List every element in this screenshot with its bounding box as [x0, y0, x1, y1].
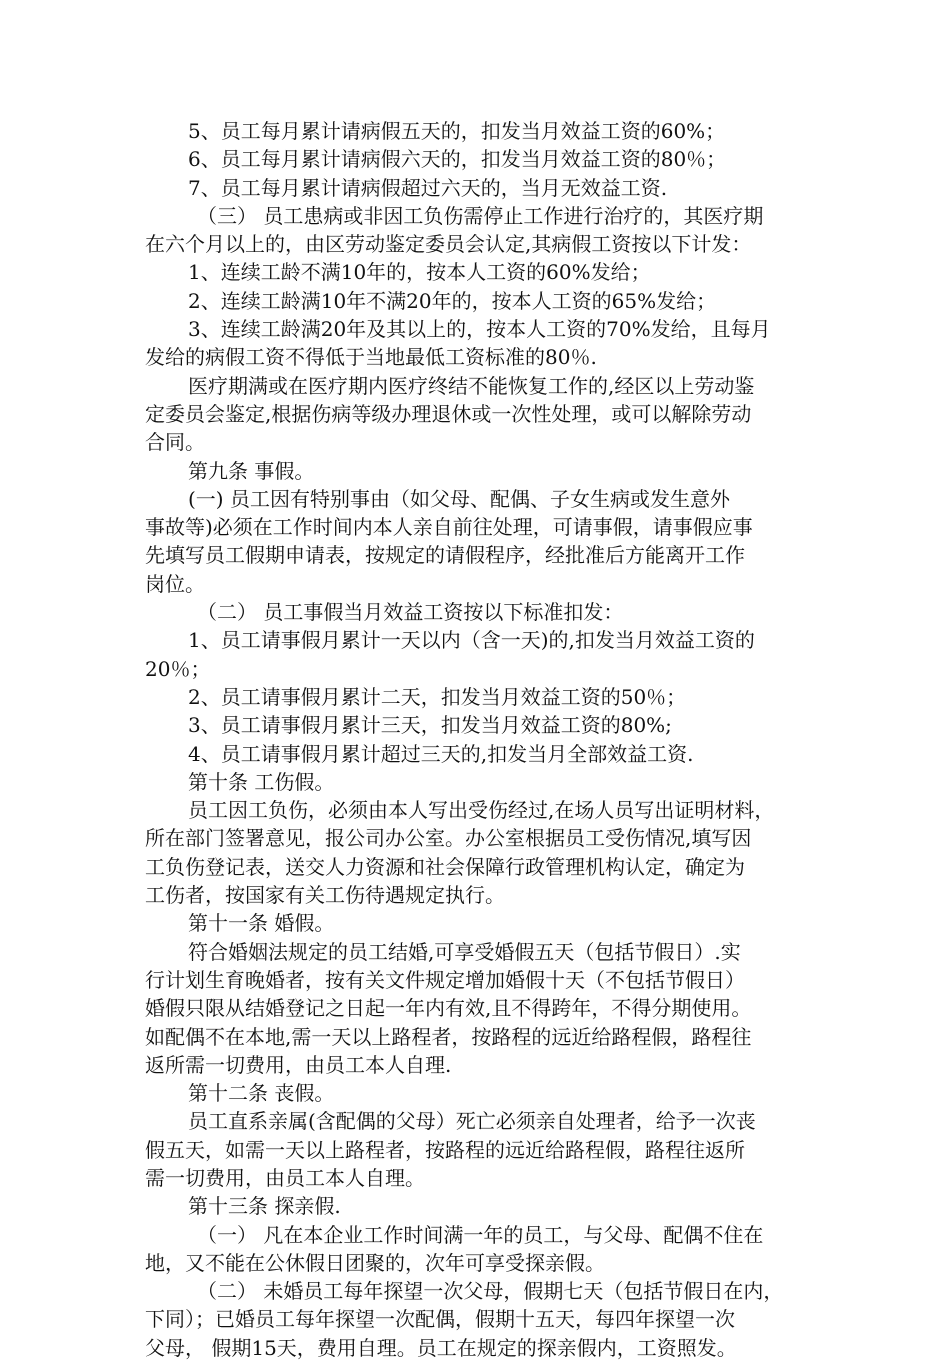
text-line: 6、员工每月累计请病假六天的，扣发当月效益工资的80％；: [188, 147, 727, 172]
text-line: 发给的病假工资不得低于当地最低工资标准的80％.: [145, 345, 597, 370]
text-line: 7、员工每月累计请病假超过六天的，当月无效益工资.: [188, 175, 668, 200]
text-line: 返所需一切费用，由员工本人自理.: [145, 1052, 452, 1077]
text-line: 所在部门签署意见，报公司办公室。办公室根据员工受伤情况,填写因: [145, 826, 752, 851]
section-heading: 第九条 事假。: [188, 458, 315, 483]
text-line: 员工因工负伤，必须由本人写出受伤经过,在场人员写出证明材料，: [188, 798, 775, 823]
text-line: 事故等)必须在工作时间内本人亲自前往处理，可请事假，请事假应事: [145, 515, 753, 540]
text-line: 下同）；已婚员工每年探望一次配偶，假期十五天，每四年探望一次: [145, 1307, 735, 1332]
text-line: 地，又不能在公休假日团聚的，次年可享受探亲假。: [145, 1250, 605, 1275]
text-line: 定委员会鉴定,根据伤病等级办理退休或一次性处理，或可以解除劳动: [145, 401, 752, 426]
text-line: 需一切费用，由员工本人自理。: [145, 1165, 425, 1190]
text-line: (一) 员工因有特别事由（如父母、配偶、子女生病或发生意外: [188, 486, 730, 511]
text-line: （二） 员工事假当月效益工资按以下标准扣发：: [197, 600, 624, 625]
text-line: （三） 员工患病或非因工负伤需停止工作进行治疗的，其医疗期: [197, 203, 764, 228]
section-heading: 第十条 工伤假。: [188, 769, 335, 794]
text-line: 岗位。: [145, 571, 205, 596]
text-line: 1、员工请事假月累计一天以内（含一天)的,扣发当月效益工资的: [188, 628, 755, 653]
text-line: 在六个月以上的，由区劳动鉴定委员会认定,其病假工资按以下计发：: [145, 232, 752, 257]
text-line: 婚假只限从结婚登记之日起一年内有效,且不得跨年，不得分期使用。: [145, 996, 752, 1021]
text-line: 如配偶不在本地,需一天以上路程者，按路程的远近给路程假，路程往: [145, 1024, 752, 1049]
document-body: [145, 117, 845, 1362]
text-line: 医疗期满或在医疗期内医疗终结不能恢复工作的,经区以上劳动鉴: [188, 373, 755, 398]
text-line: 20％；: [145, 656, 211, 681]
text-line: 工负伤登记表，送交人力资源和社会保障行政管理机构认定，确定为: [145, 854, 745, 879]
text-line: 2、员工请事假月累计二天，扣发当月效益工资的50％；: [188, 684, 687, 709]
text-line: 员工直系亲属(含配偶的父母）死亡必须亲自处理者，给予一次丧: [188, 1109, 756, 1134]
text-line: 1、连续工龄不满10年的，按本人工资的60%发给；: [188, 260, 651, 285]
section-heading: 第十三条 探亲假.: [188, 1194, 341, 1219]
text-line: 先填写员工假期申请表，按规定的请假程序，经批准后方能离开工作: [145, 543, 745, 568]
text-line: 3、员工请事假月累计三天，扣发当月效益工资的80%;: [188, 713, 672, 738]
text-line: 2、连续工龄满10年不满20年的，按本人工资的65%发给；: [188, 288, 717, 313]
text-line: 工伤者，按国家有关工伤待遇规定执行。: [145, 883, 505, 908]
text-line: 父母， 假期15天，费用自理。员工在规定的探亲假内，工资照发。: [145, 1335, 737, 1360]
text-line: 4、员工请事假月累计超过三天的,扣发当月全部效益工资.: [188, 741, 694, 766]
text-line: 合同。: [145, 430, 205, 455]
text-line: （一） 凡在本企业工作时间满一年的员工，与父母、配偶不住在: [197, 1222, 764, 1247]
text-line: 5、员工每月累计请病假五天的，扣发当月效益工资的60%；: [188, 119, 726, 143]
text-line: 假五天，如需一天以上路程者，按路程的远近给路程假，路程往返所: [145, 1137, 745, 1162]
text-line: 符合婚姻法规定的员工结婚,可享受婚假五天（包括节假日）.实: [188, 939, 741, 964]
section-heading: 第十二条 丧假。: [188, 1081, 335, 1106]
text-line: （二） 未婚员工每年探望一次父母，假期七天（包括节假日在内，: [197, 1279, 784, 1304]
text-line: 行计划生育晚婚者，按有关文件规定增加婚假十天（不包括节假日）: [145, 967, 745, 992]
section-heading: 第十一条 婚假。: [188, 911, 335, 936]
text-line: 3、连续工龄满20年及其以上的，按本人工资的70%发给，且每月: [188, 317, 771, 342]
